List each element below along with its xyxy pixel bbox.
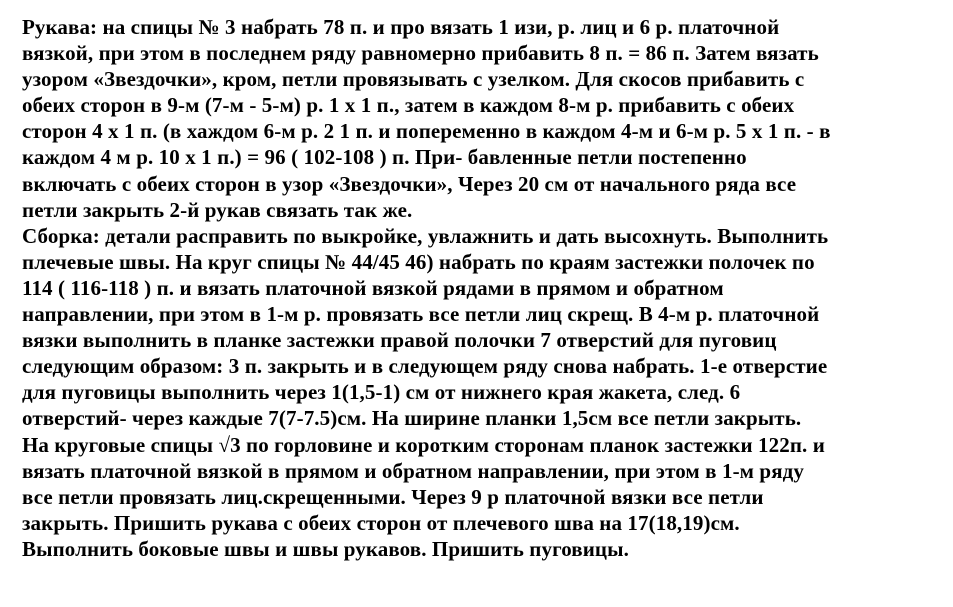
text-line: Сборка: детали расправить по выкройке, увлажнить и дать высохнуть. Выполнить [22, 223, 829, 248]
text-line: петли закрыть 2-й рукав связать так же. [22, 197, 413, 222]
text-line: закрыть. Пришить рукава с обеих сторон от плечевого шва на 17(18,19)см. [22, 510, 740, 535]
text-line: узором «Звездочки», кром, петли провязывать с узелком. Для скосов прибавить с [22, 67, 805, 92]
text-line: На круговые спицы √3 по горловине и коротким сторонам планок застежки 122п. и [22, 432, 825, 457]
text-line: вязки выполнить в планке застежки правой полочки 7 отверстий для пуговиц [22, 328, 777, 353]
text-line: включать с обеих сторон в узор «Звездочки», Через 20 см от начального ряда все [22, 171, 797, 196]
text-line: вязкой, при этом в последнем ряду равномерно прибавить 8 п. = 86 п. Затем вязать [22, 41, 819, 66]
text-line: отверстий- через каждые 7(7-7.5)см. На ширине планки 1,5см все петли закрыть. [22, 406, 802, 431]
text-line: Рукава: на спицы № 3 набрать 78 п. и про вязать 1 изи, р. лиц и 6 р. платочной [22, 15, 780, 39]
text-line: обеих сторон в 9-м (7-м - 5-м) р. 1 х 1 п., затем в каждом 8-м р. прибавить с обеих [22, 93, 795, 118]
text-line: плечевые швы. На круг спицы № 44/45 46) набрать по краям застежки полочек по [22, 249, 815, 274]
text-line: для пуговицы выполнить через 1(1,5-1) см от нижнего края жакета, след. 6 [22, 380, 741, 405]
text-line: все петли провязать лиц.скрещенными. Через 9 р платочной вязки все петли [22, 484, 764, 509]
text-line: следующим образом: 3 п. закрыть и в следующем ряду снова набрать. 1-е отверстие [22, 354, 828, 379]
text-line: 114 ( 116-118 ) п. и вязать платочной вязкой рядами в прямом и обратном [22, 275, 724, 300]
text-line: сторон 4 х 1 п. (в хаждом 6-м р. 2 1 п. и попеременно в каждом 4-м и 6-м р. 5 х 1 п. - в [22, 119, 831, 144]
text-line: направлении, при этом в 1-м р. провязать все петли лиц скрещ. В 4-м р. платочной [22, 302, 820, 327]
text-line: вязать платочной вязкой в прямом и обратном направлении, при этом в 1-м ряду [22, 458, 804, 483]
text-line: Выполнить боковые швы и швы рукавов. Пришить пуговицы. [22, 536, 629, 561]
document-text [22, 14, 947, 562]
text-line: каждом 4 м р. 10 х 1 п.) = 96 ( 102-108 ) п. При- бавленные петли постепенно [22, 145, 747, 170]
